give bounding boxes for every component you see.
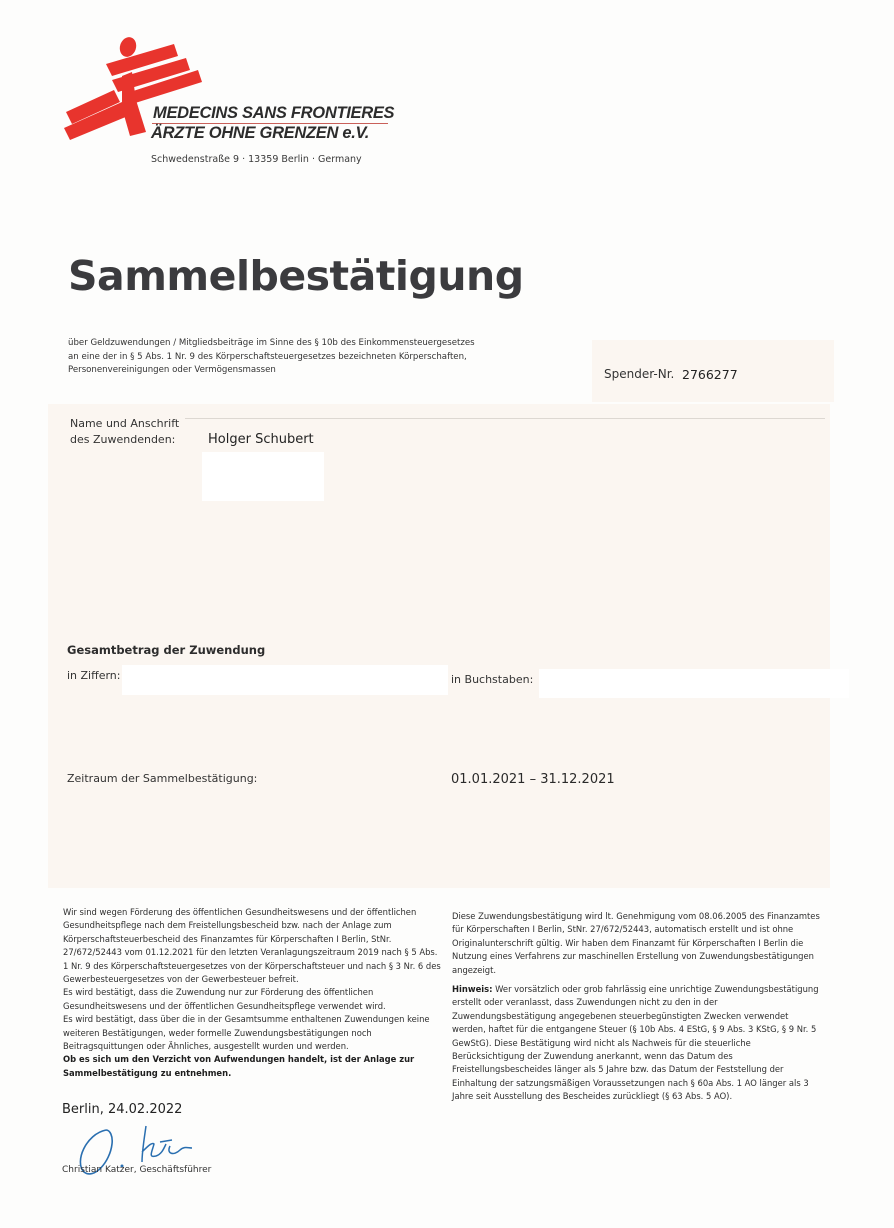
amount-digits-label: in Ziffern: (67, 669, 121, 682)
donor-label-line: Name und Anschrift (70, 417, 180, 430)
period-label: Zeitraum der Sammelbestätigung: (67, 772, 258, 785)
donor-number-value: 2766277 (682, 367, 738, 382)
legal-text-left (63, 906, 443, 1080)
exemption-statement: Wir sind wegen Förderung des öffentlichen Gesundheitswesens und der öffentlichen Gesundheitspflege nach dem Freistellungsbescheid bzw. nach der Anlage zum Körperschaftsteuerbescheid des Finanzamtes für Körperschaften I Berlin, StNr. 27/672/52443 vom 01.12.2021 für den letzten Veranlagungszeitraum 2019 nach § 5 Abs. 1 Nr. 9 des Körperschaftsteuergesetzes von der Körperschaftsteuer und nach § 3 Nr. 6 des Gewerbesteuergesetzes von der Gewerbesteuer befreit. (63, 907, 441, 985)
expense-waiver-note: Ob es sich um den Verzicht von Aufwendungen handelt, ist der Anlage zur Sammelbestätigung zu entnehmen. (63, 1054, 415, 1078)
org-name-german: ÄRZTE OHNE GRENZEN e.V. (151, 124, 370, 142)
subtitle-line: Personenvereinigungen oder Vermögensmassen (68, 365, 276, 375)
signer-name: Christian Katzer, Geschäftsführer (62, 1165, 212, 1175)
liability-hint (452, 983, 822, 1104)
redacted-amount-words (539, 669, 849, 698)
document-subtitle (68, 337, 475, 378)
paper-fold-line (185, 418, 825, 419)
hint-text: Wer vorsätzlich oder grob fahrlässig eine unrichtige Zuwendungsbestätigung erstellt oder veranlasst, dass Zuwendungen nicht zu den in der Zuwendungsbestätigung angegebenen steuerbegünstigten Zwecken verwendet werden, haftet für die entgangene Steuer (§ 10b Abs. 4 EStG, § 9 Abs. 3 KStG, § 9 Nr. 5 GewStG). Diese Bestätigung wird nicht als Nachweis für die steuerliche Berücksichtigung der Zuwendung anerkannt, wenn das Datum des Freistellungsbescheides länger als 5 Jahre bzw. das Datum der Feststellung der Einhaltung der satzungsmäßigen Voraussetzungen nach § 60a Abs. 1 AO länger als 3 Jahre seit Ausstellung des Bescheides zurückliegt (§ 63 Abs. 5 AO). (452, 984, 819, 1102)
usage-confirmation: Es wird bestätigt, dass die Zuwendung nur zur Förderung des öffentlichen Gesundheitswesens und der öffentlichen Gesundheitspflege verwendet wird. (63, 987, 386, 1011)
donor-label (70, 416, 179, 448)
subtitle-line: über Geldzuwendungen / Mitgliedsbeiträge im Sinne des § 10b des Einkommensteuergesetzes (68, 338, 475, 348)
subtitle-line: an eine der in § 5 Abs. 1 Nr. 9 des Körperschaftsteuergesetzes bezeichneten Körperschaften, (68, 351, 467, 362)
donor-number-label: Spender-Nr. (604, 367, 675, 381)
amount-words-label: in Buchstaben: (451, 673, 534, 686)
page-title: Sammelbestätigung (68, 252, 524, 300)
place-date: Berlin, 24.02.2022 (62, 1102, 183, 1117)
org-name-french: MEDECINS SANS FRONTIERES (153, 104, 395, 122)
redacted-donor-address (202, 452, 324, 501)
hint-label: Hinweis: (452, 984, 493, 995)
legal-text-right (452, 910, 822, 1104)
amount-heading: Gesamtbetrag der Zuwendung (67, 643, 266, 657)
donor-name: Holger Schubert (208, 432, 314, 447)
org-address: Schwedenstraße 9 · 13359 Berlin · Germany (151, 154, 362, 165)
redacted-amount-digits (122, 665, 448, 695)
donor-label-line: des Zuwendenden: (70, 433, 176, 446)
no-other-receipts-confirmation: Es wird bestätigt, dass über die in der Gesamtsumme enthaltenen Zuwendungen keine weiteren Bestätigungen, weder formelle Zuwendungsbestätigungen noch Beitragsquittungen oder Ähnliches, ausgestellt wurden und werden. (63, 1014, 430, 1052)
automatic-creation-note: Diese Zuwendungsbestätigung wird lt. Genehmigung vom 08.06.2005 des Finanzamtes für Körperschaften I Berlin, StNr. 27/672/52443, automatisch erstellt und ist ohne Originalunterschrift gültig. Wir haben dem Finanzamt für Körperschaften I Berlin die Nutzung eines Verfahrens zur maschinellen Erstellung von Zuwendungsbestätigungen angezeigt. (452, 911, 820, 975)
period-value: 01.01.2021 – 31.12.2021 (451, 772, 615, 787)
